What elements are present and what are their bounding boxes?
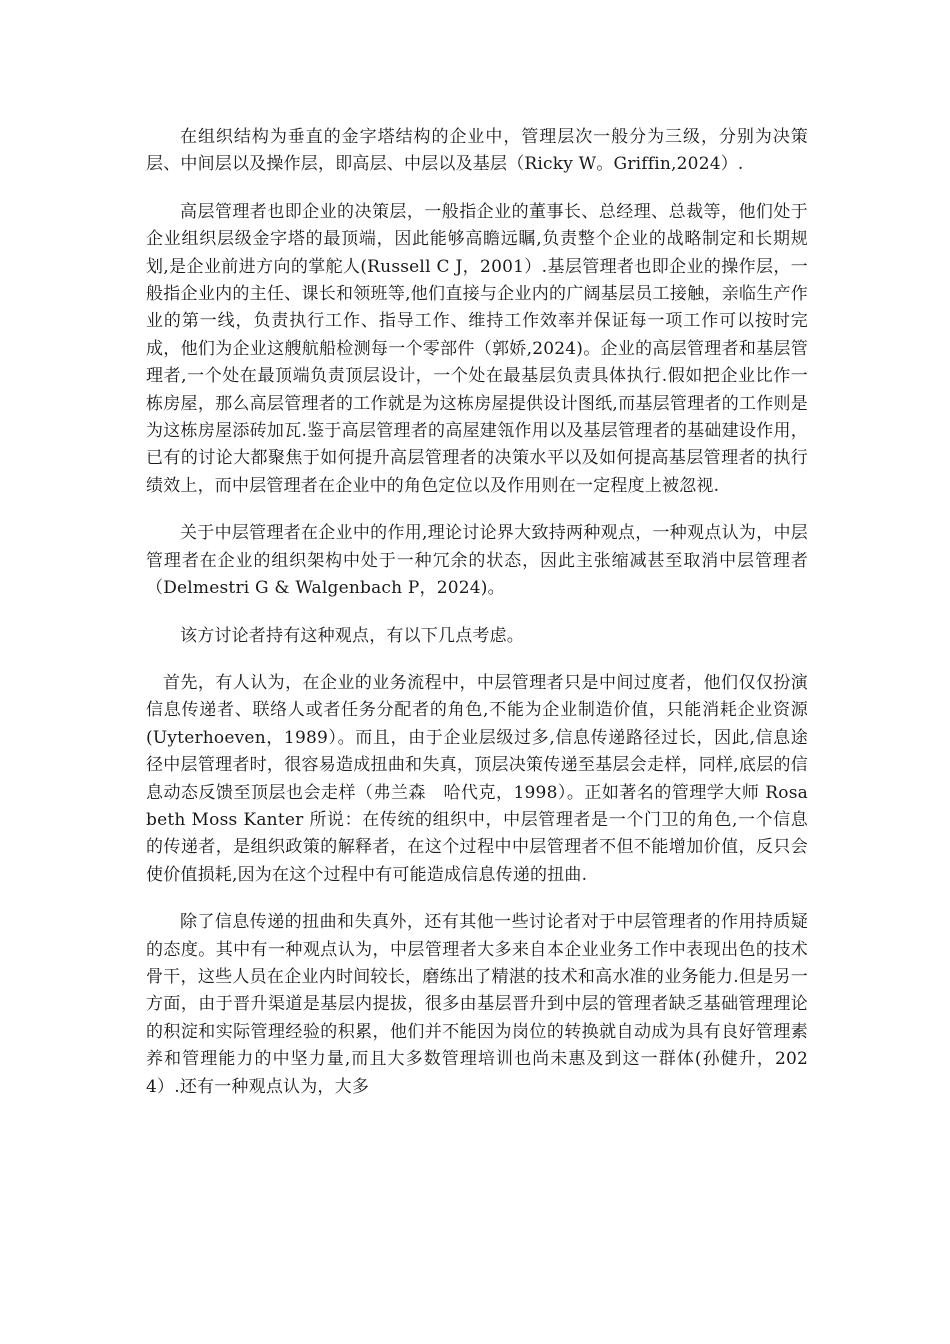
paragraph-3: 关于中层管理者在企业中的作用,理论讨论界大致持两种观点，一种观点认为，中层管理者在企业的组织架构中处于一种冗余的状态，因此主张缩减甚至取消中层管理者（Delmestri G & Walgenbach P，2024)。 [146,523,808,599]
paragraph-4: 该方讨论者持有这种观点，有以下几点考虑。 [180,625,524,646]
paragraph-6: 除了信息传递的扭曲和失真外，还有其他一些讨论者对于中层管理者的作用持质疑的态度。其中有一种观点认为，中层管理者大多来自本企业业务工作中表现出色的技术骨干，这些人员在企业内时间较长，磨练出了精湛的技术和高水准的业务能力.但是另一方面，由于晋升渠道是基层内提拔，很多由基层晋升到中层的管理者缺乏基础管理理论的积淀和实际管理经验的积累，他们并不能因为岗位的转换就自动成为具有良好管理素养和管理能力的中坚力量,而且大多数管理培训也尚未惠及到这一群体(孙健升，2024）.还有一种观点认为，大多 [146,912,808,1097]
document-page [146,124,808,1121]
paragraph-2: 高层管理者也即企业的决策层，一般指企业的董事长、总经理、总裁等，他们处于企业组织层级金字塔的最顶端，因此能够高瞻远瞩,负责整个企业的战略制定和长期规划,是企业前进方向的掌舵人(Russell C J，2001）.基层管理者也即企业的操作层，一般指企业内的主任、课长和领班等,他们直接与企业内的广阔基层员工接触，亲临生产作业的第一线，负责执行工作、指导工作、维持工作效率并保证每一项工作可以按时完成，他们为企业这艘航船检测每一个零部件（郭娇,2024)。企业的高层管理者和基层管理者,一个处在最顶端负责顶层设计，一个处在最基层负责具体执行.假如把企业比作一栋房屋，那么高层管理者的工作就是为这栋房屋提供设计图纸,而基层管理者的工作则是为这栋房屋添砖加瓦.鉴于高层管理者的高屋建瓴作用以及基层管理者的基础建设作用，已有的讨论大都聚焦于如何提升高层管理者的决策水平以及如何提高基层管理者的执行绩效上，而中层管理者在企业中的角色定位以及作用则在一定程度上被忽视. [146,201,808,496]
paragraph-5: 首先，有人认为，在企业的业务流程中，中层管理者只是中间过度者，他们仅仅扮演信息传递者、联络人或者任务分配者的角色,不能为企业制造价值，只能消耗企业资源(Uyterhoeven，1989）。而且，由于企业层级过多,信息传递路径过长，因此,信息途径中层管理者时，很容易造成扭曲和失真，顶层决策传递至基层会走样，同样,底层的信息动态反馈至顶层也会走样（弗兰森 哈代克，1998）。正如著名的管理学大师 Rosabeth Moss Kanter 所说：在传统的组织中，中层管理者是一个门卫的角色,一个信息的传递者，是组织政策的解释者，在这个过程中中层管理者不但不能增加价值，反只会使价值损耗,因为在这个过程中有可能造成信息传递的扭曲. [146,672,808,885]
paragraph-1: 在组织结构为垂直的金字塔结构的企业中，管理层次一般分为三级，分别为决策层、中间层以及操作层，即高层、中层以及基层（Ricky W。Griffin,2024）. [146,127,808,175]
